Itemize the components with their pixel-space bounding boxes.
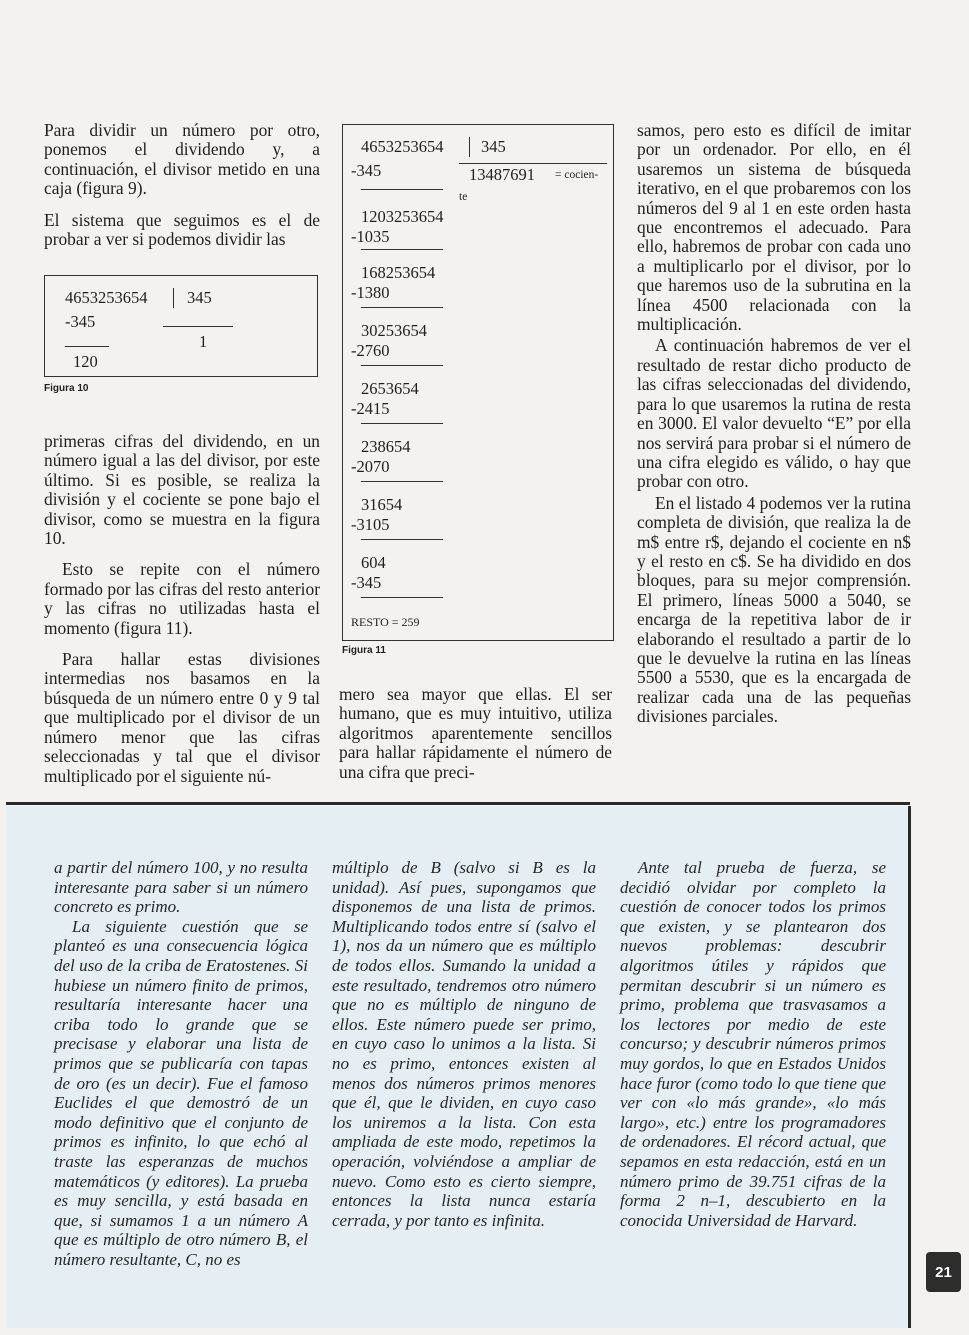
fig11-step-sub: -1035 [351, 227, 390, 246]
paragraph: mero sea mayor que ellas. El ser humano, que es muy intuitivo, utiliza algoritmos aparentemente sencillos para hallar rápidamente el número de una cifra que preci- [339, 684, 612, 782]
page-number: 21 [926, 1252, 961, 1292]
figure-10-caption: Figura 10 [44, 383, 89, 394]
fig11-step-line [361, 423, 443, 424]
fig11-step-top: 31654 [361, 495, 403, 514]
fig11-step-sub: -1380 [351, 283, 390, 302]
fig11-rest: RESTO = 259 [351, 615, 420, 629]
fig11-step-sub: -345 [351, 573, 382, 592]
fig11-dividend: 4653253654 [361, 137, 444, 156]
paragraph: A continuación habremos de ver el resultado de restar dicho producto de las cifras seleccionadas del dividendo, para lo que usaremos la rutina de resta en 3000. El valor devuelto “E” por ella nos servirá para probar si el número de una cifra elegido es válido, o hay que probar con otro. [637, 335, 911, 492]
fig11-step-top: 30253654 [361, 321, 427, 340]
right-column [637, 121, 911, 729]
fig11-divider [469, 137, 470, 157]
paragraph: primeras cifras del dividendo, en un número igual a las del divisor, por este último. Si es posible, se realiza la división y el cociente se pone bajo el divisor, como se muestra en la figura 10. [44, 431, 320, 549]
fig11-step-line [361, 597, 443, 598]
fig11-step-top: 168253654 [361, 263, 436, 282]
fig11-step-top: 2653654 [361, 379, 419, 398]
fig11-divisor: 345 [481, 137, 506, 156]
paragraph: samos, pero esto es difícil de imitar por un ordenador. Por ello, en él usaremos un sistema de búsqueda iterativo, en el que probaremos con los números del 9 al 1 en este orden hasta que encontremos el adecuado. Para ello, habremos de probar con cada uno a multiplicarlo por el divisor, por lo que haremos uso de la subrutina en la línea 4500 relacionada con la multiplicación. [637, 120, 911, 335]
figure-11-caption: Figura 11 [342, 645, 386, 656]
fig10-sub-line [65, 346, 109, 347]
fig10-subtrahend: -345 [65, 312, 96, 331]
paragraph: Para dividir un número por otro, ponemos el dividendo y, a continuación, el divisor metido en una caja (figura 9). [44, 120, 320, 199]
fig11-step-sub: -2760 [351, 341, 390, 360]
inset-column-1 [54, 858, 308, 1269]
fig10-remainder: 120 [73, 352, 98, 371]
left-column-bottom [44, 432, 320, 798]
inset-column-3 [620, 858, 886, 1230]
fig11-step-line [361, 481, 443, 482]
fig10-divisor: 345 [187, 288, 212, 307]
inset-paragraph: Ante tal prueba de fuerza, se decidió olvidar por completo la cuestión de conocer todos los primos que existen, y se plantearon dos nuevos problemas: descubrir algoritmos útiles y rápidos que permitan descubrir si un número es primo, problema que trasvasamos a los lectores por medio de este concurso; y descubrir números primos muy gordos, lo que en Estados Unidos hace furor (como todo lo que tiene que ver con «lo más grande», «lo más largo», etc.) entre los programadores de ordenadores. El récord actual, que sepamos en esta redacción, está en un número primo de 39.751 cifras de la forma 2 n–1, descubierto en la conocida Universidad de Harvard. [620, 858, 886, 1230]
fig11-step-top: 1203253654 [361, 207, 444, 226]
figure-11 [342, 124, 614, 641]
fig10-divider [173, 288, 174, 308]
inset-paragraph: múltiplo de B (salvo si B es la unidad). Así pues, supongamos que disponemos de una lista de primos. Multiplicando todos entre sí (salvo el 1), nos da un número que es múltiplo de todos ellos. Sumando la unidad a este resultado, tendremos otro número que no es múltiplo de ninguno de ellos. Este número puede ser primo, en cuyo caso lo unimos a la lista. Si no es primo, entonces existen al menos dos números primos menores que él, que le dividen, en cuyo caso los uniremos a la lista. Con esta ampliada de este modo, repetimos la operación, volviéndose a ampliar de nuevo. Como esto es cierto siempre, entonces la lista nunca estaría cerrada, y por tanto es infinita. [332, 858, 596, 1230]
figure-10 [44, 275, 318, 377]
fig11-step-line [361, 249, 443, 250]
fig11-step-line [361, 189, 443, 190]
fig11-quotient: 13487691 [469, 165, 535, 184]
fig11-step-sub: -2415 [351, 399, 390, 418]
paragraph: En el listado 4 podemos ver la rutina completa de división, que realiza la de m$ entre r$, dejando el cociente en n$ y el resto en c$. Se ha dividido en dos bloques, para su mejor comprensión. El primero, líneas 5000 a 5040, se encarga de la repetitiva labor de ir elaborando el resultado a partir de lo que le devuelve la rutina en las líneas 5500 a 5530, que es la encargada de realizar cada una de las pequeñas divisiones parciales. [637, 492, 911, 727]
fig10-quotient-line [163, 326, 233, 327]
fig11-quotient-line [459, 163, 607, 164]
fig11-step-line [361, 539, 443, 540]
inset-column-2 [332, 858, 596, 1230]
fig11-step-line [361, 307, 443, 308]
left-column-top [44, 121, 320, 261]
middle-column [339, 685, 612, 794]
fig11-step-sub: -345 [351, 161, 382, 180]
fig11-step-top: 238654 [361, 437, 411, 456]
fig10-dividend: 4653253654 [65, 288, 148, 307]
paragraph: Para hallar estas divisiones intermedias nos basamos en la búsqueda de un número entre 0 y 9 tal que multiplicado por el divisor de un número menor que las cifras seleccionadas y tal que el divisor multiplicado por el siguiente nú- [44, 649, 320, 786]
fig11-quotient-label: = cocien- [555, 169, 599, 181]
inset-paragraph: a partir del número 100, y no resulta interesante para saber si un número concreto es primo. [54, 858, 308, 917]
fig11-step-top: 604 [361, 553, 386, 572]
fig11-step-line [361, 365, 443, 366]
inset-top-rule [6, 802, 910, 805]
paragraph: Esto se repite con el número formado por las cifras del resto anterior y las cifras no utilizadas hasta el momento (figura 11). [44, 559, 320, 638]
paragraph: El sistema que seguimos es el de probar a ver si podemos dividir las [44, 209, 320, 250]
inset-paragraph: La siguiente cuestión que se planteó es una consecuencia lógica del uso de la criba de Eratostenes. Si hubiese un número finito de primos, resultaría interesante hacer una criba todo lo grande que se precisase y elaborar una lista de primos que se publicaría con tapas de oro (es un decir). Fue el famoso Euclides el que demostró de un modo definitivo que el conjunto de primos es infinito, lo que echó al traste las esperanzas de muchos matemáticos (y editores). La prueba es muy sencilla, y está basada en que, si sumamos 1 a un número A que es múltiplo de otro número B, el número resultante, C, no es [54, 916, 308, 1269]
fig11-quotient-label-end: te [459, 191, 468, 203]
fig11-step-sub: -3105 [351, 515, 390, 534]
fig10-quotient: 1 [199, 332, 208, 351]
fig11-step-sub: -2070 [351, 457, 390, 476]
